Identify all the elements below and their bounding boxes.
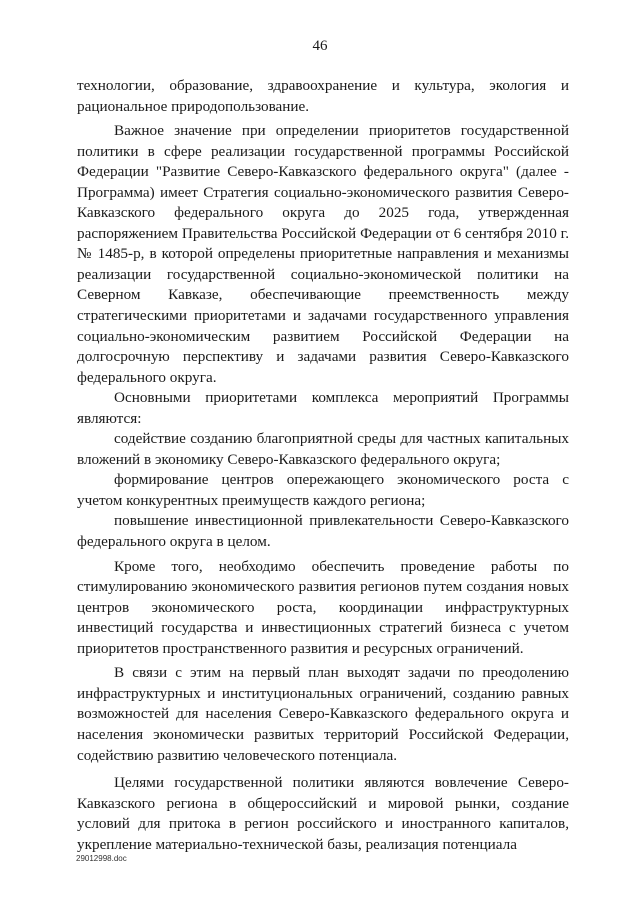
paragraph-strategy: Важное значение при определении приоритетов государственной политики в сфере реализации государственной программы Российской Федерации "Развитие Северо-Кавказского федерального округа" (далее - Программа) имеет Стратегия социально-экономического развития Северо-Кавказского федерального округа до 2025 года, утвержденная распоряжением Правительства Российской Федерации от 6 сентября 2010 г. № 1485-р, в которой определены приоритетные направления и механизмы реализации государственной социально-экономической политики на Северном Кавказе, обеспечивающие преемственность между стратегическими приоритетами и задачами государственного управления социально-экономическим развитием Российской Федерации на долгосрочную перспективу и задачами развития Северо-Кавказского федерального округа. (77, 122, 569, 386)
paragraph-priority-investment-attractiveness: повышение инвестиционной привлекательности Северо-Кавказского федерального округа в целом. (77, 512, 569, 551)
paragraph-constraints: В связи с этим на первый план выходят задачи по преодолению инфраструктурных и институциональных ограничений, созданию равных возможностей для населения Северо-Кавказского федерального округа и населения экономически развитых территорий Российской Федерации, содействию развитию человеческого потенциала. (77, 664, 569, 764)
paragraph-regional-stimulation: Кроме того, необходимо обеспечить проведение работы по стимулированию экономического развития регионов путем создания новых центров экономического роста, координации инфраструктурных инвестиций государства и инвестиционных стратегий бизнеса с учетом приоритетов пространственного развития и ресурсных ограничений. (77, 557, 569, 657)
paragraph-priorities-intro: Основными приоритетами комплекса мероприятий Программы являются: (77, 389, 569, 427)
file-reference: 29012998.doc (76, 854, 127, 863)
paragraph-priority-investment-environment: содействие созданию благоприятной среды для частных капитальных вложений в экономику Северо-Кавказского федерального округа; (77, 430, 569, 468)
paragraph-policy-goals: Целями государственной политики являются вовлечение Северо-Кавказского региона в общероссийский и мировой рынки, создание условий для притока в регион российского и иностранного капиталов, укрепление материально-технической базы, реализация потенциала (77, 774, 569, 853)
paragraph-priority-growth-centers: формирование центров опережающего экономического роста с учетом конкурентных преимуществ каждого региона; (77, 471, 569, 509)
paragraph-continuation: технологии, образование, здравоохранение и культура, экология и рациональное природопользование. (77, 77, 569, 115)
body-text (77, 76, 569, 855)
page-number: 46 (312, 38, 328, 54)
